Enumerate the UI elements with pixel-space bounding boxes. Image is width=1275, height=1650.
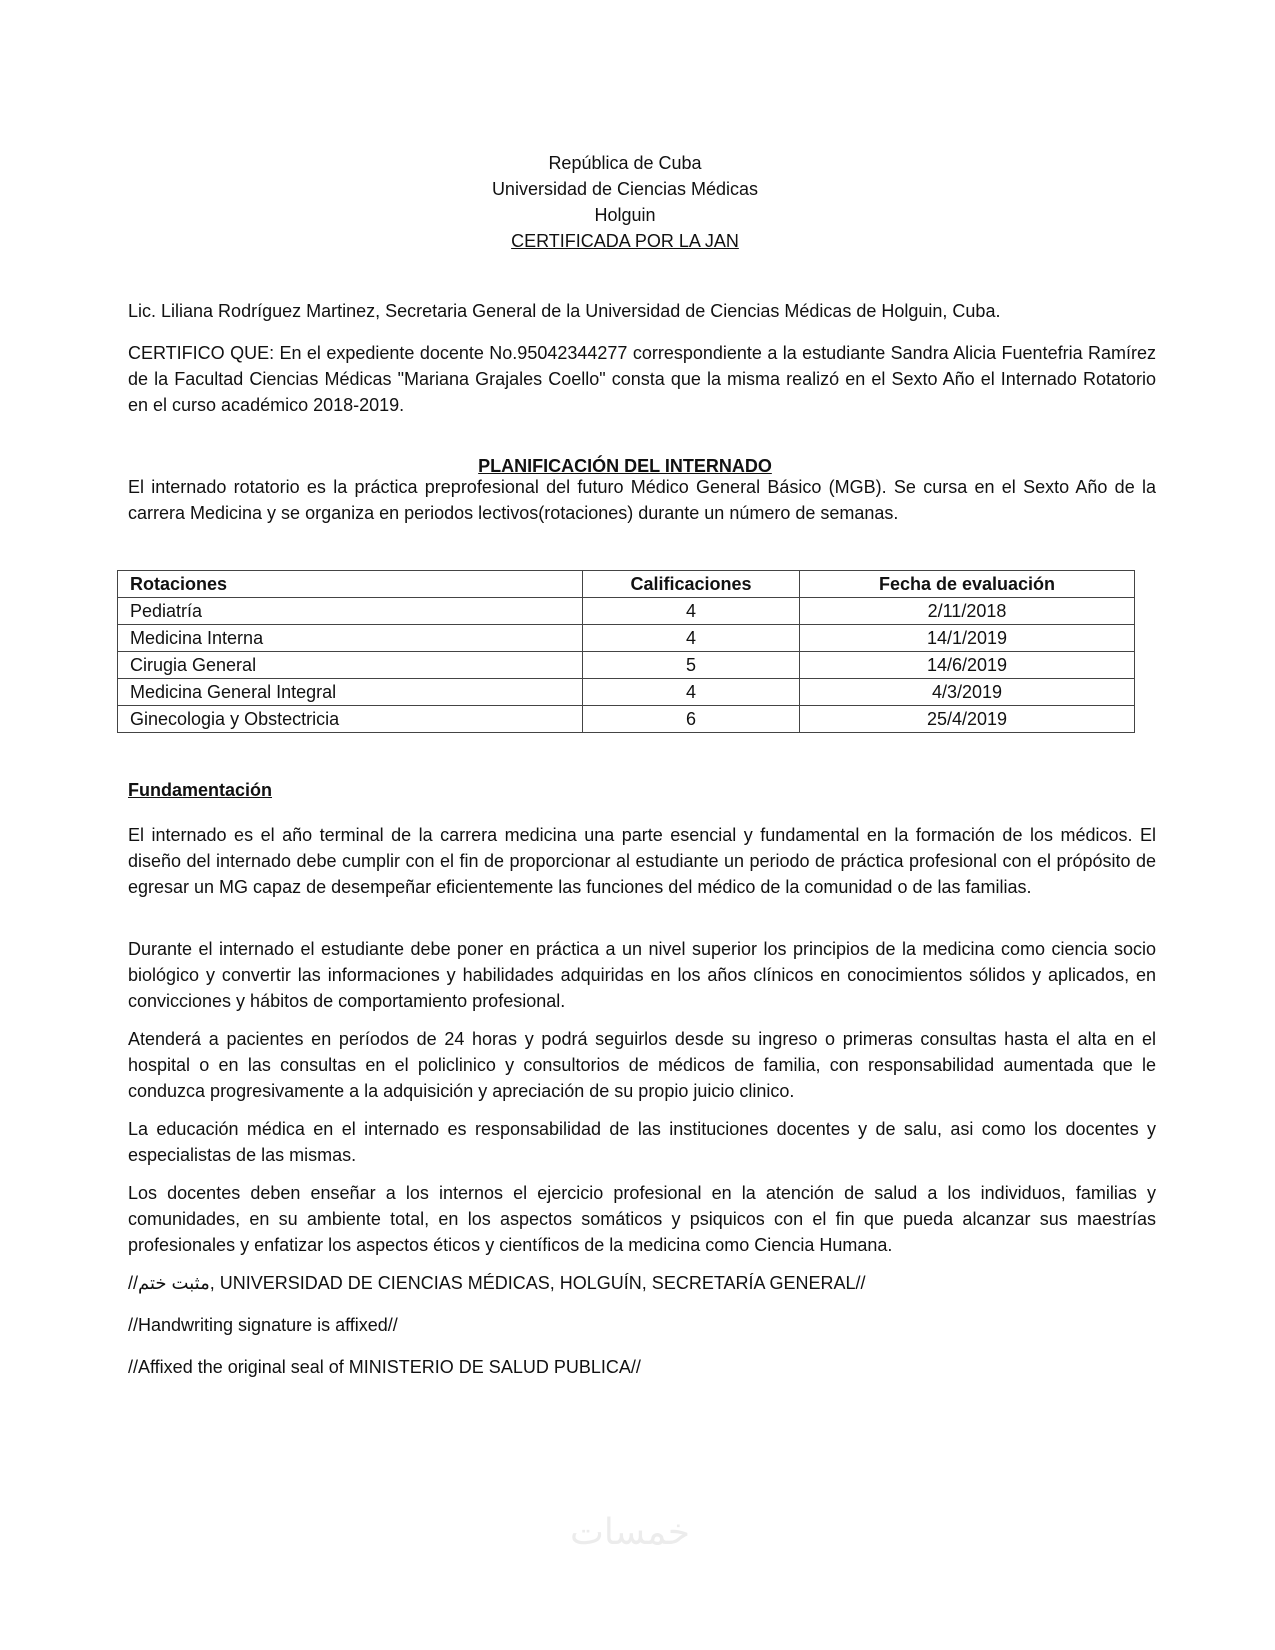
rotation-grade: 6 (583, 706, 800, 733)
body-paragraph: El internado es el año terminal de la carrera medicina una parte esencial y fundamental en la formación de los médicos. El diseño del internado debe cumplir con el fin de proporcionar al estudiante un periodo de práctica profesional con el própósito de egresar un MG capaz de desempeñar eficientemente las funciones del médico de la comunidad o de las familias. (128, 825, 1156, 897)
body-paragraph: Durante el internado el estudiante debe poner en práctica a un nivel superior los principios de la medicina como ciencia socio biológico y convertir las informaciones y habilidades adquiridas en los años clínicos en conocimientos sólidos y aplicados, en convicciones y hábitos de comportamiento profesional. (128, 939, 1156, 1011)
rotation-grade: 4 (583, 625, 800, 652)
table-row (118, 625, 1135, 652)
rotation-grade: 5 (583, 652, 800, 679)
table-row (118, 679, 1135, 706)
fundamentacion-title: Fundamentación (128, 780, 273, 800)
rotation-name: Cirugia General (118, 652, 583, 679)
rotation-name: Pediatría (118, 598, 583, 625)
watermark-logo: خمسات (569, 1512, 691, 1553)
ministry-seal-note: //Affixed the original seal of MINISTERIO DE SALUD PUBLICA// (128, 1357, 641, 1377)
seal-note: //مثبت ختم, UNIVERSIDAD DE CIENCIAS MÉDICAS, HOLGUÍN, SECRETARÍA GENERAL// (128, 1273, 866, 1293)
rotation-date: 4/3/2019 (800, 679, 1135, 706)
table-row (118, 706, 1135, 733)
rotation-date: 14/1/2019 (800, 625, 1135, 652)
rotation-name: Medicina General Integral (118, 679, 583, 706)
document-header (0, 150, 1250, 254)
body-paragraph: Atenderá a pacientes en períodos de 24 horas y podrá seguirlos desde su ingreso o primeras consultas hasta el alta en el hospital o en las consultas en el policlinico y consultorios de médicos de familia, con responsabilidad aumentada que le conduzca progresivamente a la adquisición y apreciación de su propio juicio clinico. (128, 1029, 1156, 1101)
header-city: Holguin (594, 205, 656, 225)
planificacion-paragraph: El internado rotatorio es la práctica preprofesional del futuro Médico General Básico (MGB). Se cursa en el Sexto Año de la carrera Medicina y se organiza en periodos lectivos(rotaciones) durante un número de semanas. (128, 477, 1156, 523)
body-paragraph: Los docentes deben enseñar a los internos el ejercicio profesional en la atención de salud a los individuos, familias y comunidades, en su ambiente total, en los aspectos somáticos y psiquicos con el fin que pueda alcanzar sus maestrías profesionales y enfatizar los aspectos éticos y científicos de la medicina como Ciencia Humana. (128, 1183, 1156, 1255)
header-country: República de Cuba (548, 153, 702, 173)
rotation-name: Medicina Interna (118, 625, 583, 652)
rotation-grade: 4 (583, 679, 800, 706)
rotation-date: 2/11/2018 (800, 598, 1135, 625)
certifico-paragraph: CERTIFICO QUE: En el expediente docente No.95042344277 correspondiente a la estudiante Sandra Alicia Fuentefria Ramírez de la Facultad Ciencias Médicas "Mariana Grajales Coello" consta que la misma realizó en el Sexto Año el Internado Rotatorio en el curso académico 2018-2019. (128, 343, 1156, 415)
rotations-table (117, 570, 1135, 733)
column-header-fecha: Fecha de evaluación (800, 571, 1135, 598)
rotation-name: Ginecologia y Obstectricia (118, 706, 583, 733)
header-certification: CERTIFICADA POR LA JAN (511, 231, 739, 251)
rotation-date: 25/4/2019 (800, 706, 1135, 733)
signature-note: //Handwriting signature is affixed// (128, 1315, 398, 1335)
intro-paragraph: Lic. Liliana Rodríguez Martinez, Secretaria General de la Universidad de Ciencias Médicas de Holguin, Cuba. (128, 301, 1001, 321)
rotation-grade: 4 (583, 598, 800, 625)
table-row (118, 598, 1135, 625)
table-header-row (118, 571, 1135, 598)
header-university: Universidad de Ciencias Médicas (491, 179, 759, 199)
planificacion-title: PLANIFICACIÓN DEL INTERNADO (478, 456, 772, 476)
column-header-calificaciones: Calificaciones (583, 571, 800, 598)
rotation-date: 14/6/2019 (800, 652, 1135, 679)
body-paragraph: La educación médica en el internado es responsabilidad de las instituciones docentes y de salu, asi como los docentes y especialistas de las mismas. (128, 1119, 1156, 1165)
table-row (118, 652, 1135, 679)
column-header-rotaciones: Rotaciones (118, 571, 583, 598)
